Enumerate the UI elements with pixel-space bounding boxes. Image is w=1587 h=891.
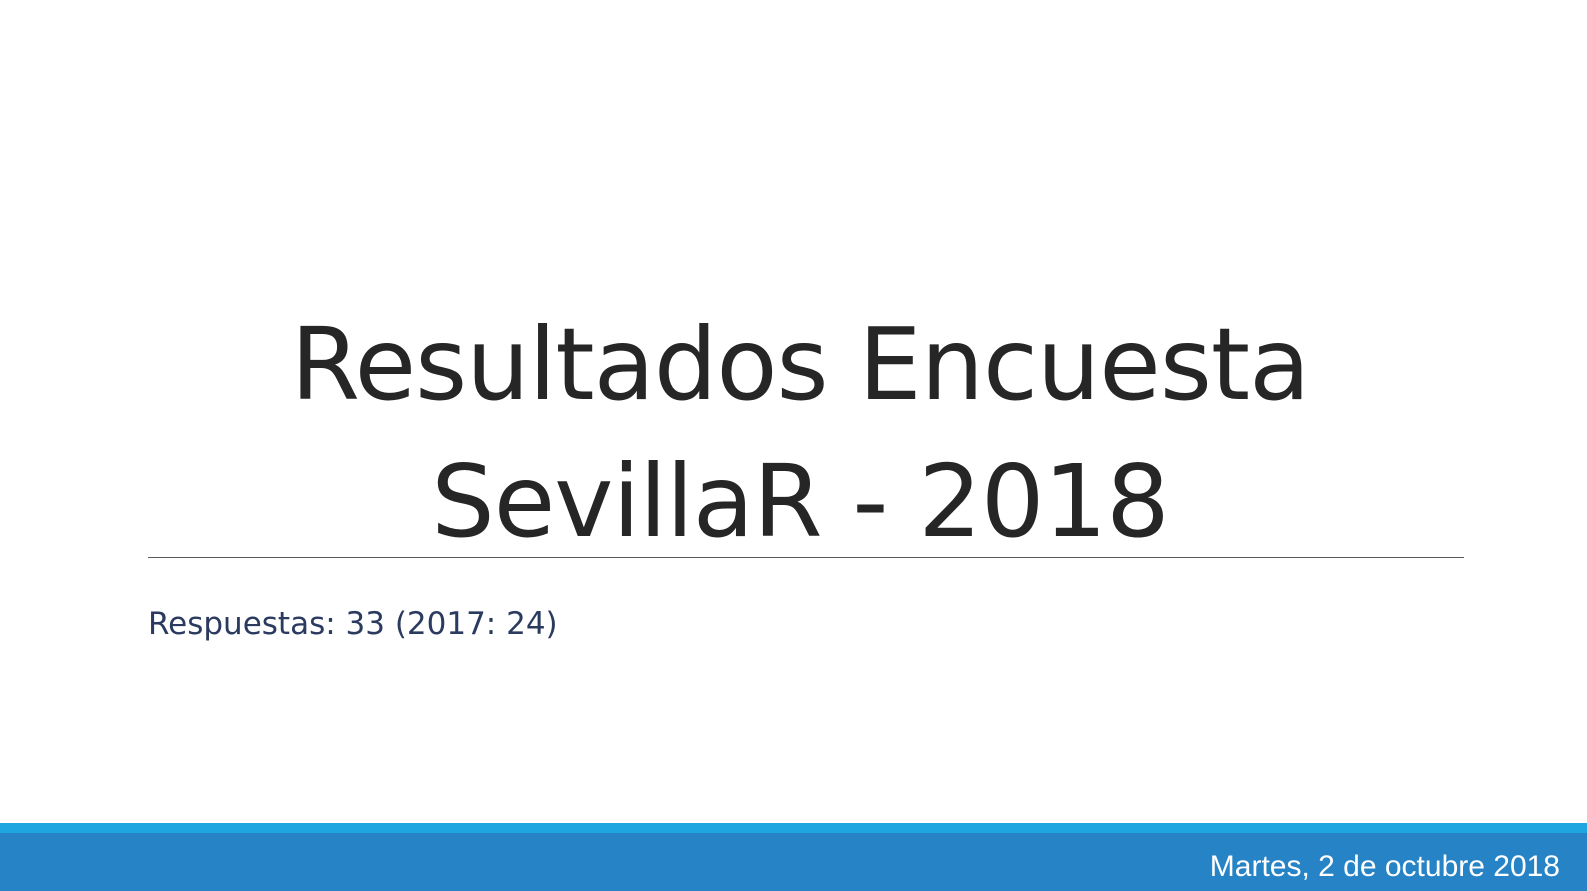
footer-accent-band: [0, 823, 1587, 833]
slide-title-line-2: SevillaR - 2018: [431, 443, 1169, 560]
slide-subtitle: Respuestas: 33 (2017: 24): [148, 606, 558, 642]
slide-title: [150, 296, 1450, 570]
title-divider: [148, 557, 1464, 558]
footer-date: Martes, 2 de octubre 2018: [1209, 850, 1560, 883]
slide-title-line-1: Resultados Encuesta: [290, 306, 1310, 423]
